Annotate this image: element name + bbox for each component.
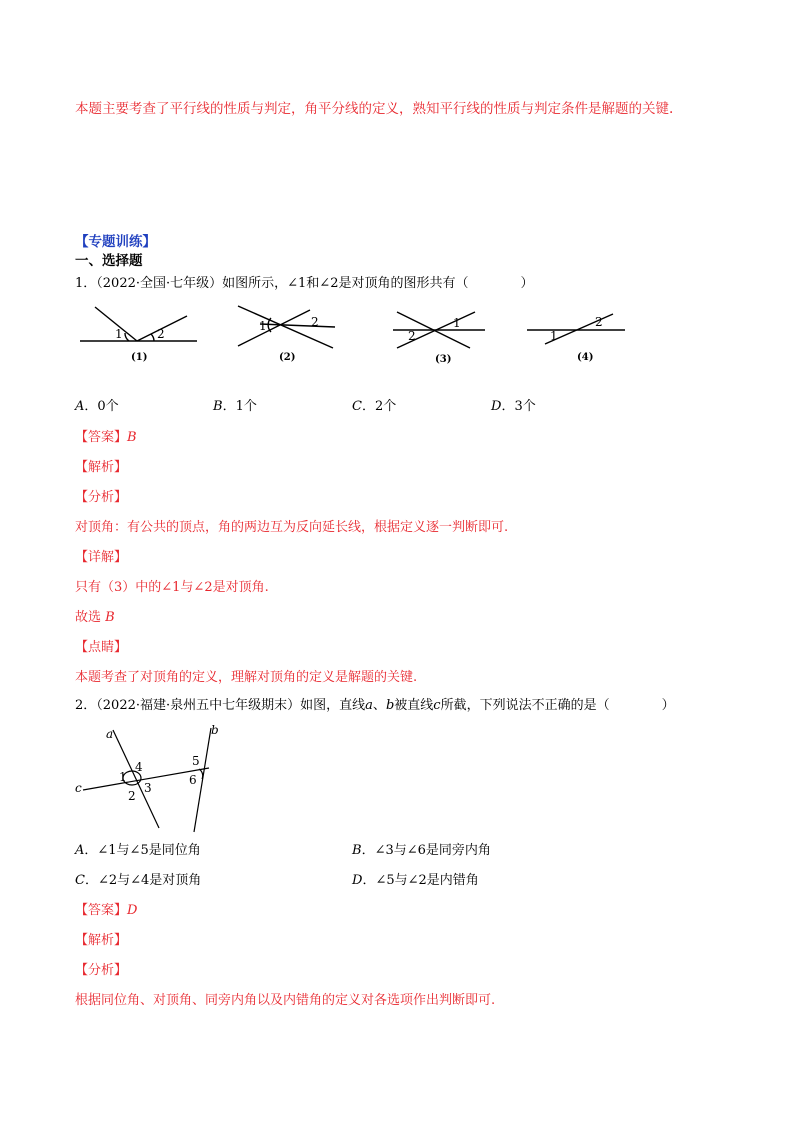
q1-fig2-caption: (2) (279, 352, 296, 363)
subsection-title: 一、选择题 (75, 253, 143, 269)
q1-detail-label: 【详解】 (75, 550, 128, 565)
label-angle-3: 3 (144, 781, 152, 795)
q1-fenxi-text: 对顶角：有公共的顶点，角的两边互为反向延长线，根据定义逐一判断即可. (75, 520, 509, 535)
q1-figure-1 (80, 307, 197, 341)
q2-option-a: A．∠1与∠5是同位角 (75, 843, 201, 858)
q1-number: 1． (75, 276, 97, 291)
q1-figure-2 (238, 306, 335, 348)
q1-fig1-angle1: 1 (115, 327, 123, 341)
q1-conclusion: 故选 B (75, 610, 115, 625)
q1-analysis-label: 【解析】 (75, 460, 128, 475)
q1-stem-text: 如图所示，∠1和∠2是对顶角的图形共有（ ） (222, 276, 534, 291)
q1-fig3-caption: (3) (435, 354, 452, 365)
q1-fig3-angle2: 2 (408, 329, 416, 343)
q2-stem: 2．（2022·福建·泉州五中七年级期末）如图，直线a、b被直线c所截，下列说法不正确的是（ ） (75, 698, 675, 713)
q1-source: （2022·全国·七年级） (96, 276, 223, 291)
label-b: b (211, 723, 219, 737)
q1-figure-3 (393, 312, 485, 348)
angle-arc-b (199, 769, 203, 779)
label-angle-6: 6 (189, 773, 197, 787)
label-a: a (106, 727, 114, 741)
q1-fig4-angle2: 2 (595, 315, 603, 329)
intro-note: 本题主要考查了平行线的性质与判定，角平分线的定义，熟知平行线的性质与判定条件是解题的关键. (75, 101, 674, 117)
q2-fenxi-label: 【分析】 (75, 963, 128, 978)
q1-fig2-angle1: 1 (259, 319, 267, 333)
q2-option-b: B．∠3与∠6是同旁内角 (352, 843, 491, 858)
q1-option-d: D．3个 (491, 399, 536, 414)
q1-fig2-angle2: 2 (311, 315, 319, 329)
q2-option-d: D．∠5与∠2是内错角 (352, 873, 479, 888)
label-angle-1: 1 (119, 770, 127, 784)
q1-option-a: A．0个 (75, 399, 119, 414)
q1-fig3-angle1: 1 (453, 316, 461, 330)
q1-fig4-caption: (4) (577, 352, 594, 363)
q1-fenxi-label: 【分析】 (75, 490, 128, 505)
q1-stem (75, 275, 533, 293)
label-angle-4: 4 (135, 760, 143, 774)
q2-figure (75, 722, 235, 834)
q1-fig1-caption: (1) (131, 352, 148, 363)
q1-figures (75, 302, 635, 374)
q1-fig1-angle2: 2 (157, 327, 165, 341)
label-angle-5: 5 (192, 754, 200, 768)
q1-answer: 【答案】B (75, 430, 137, 445)
q1-option-c: C．2个 (352, 399, 397, 414)
q1-figure-4 (527, 314, 625, 344)
label-angle-2: 2 (128, 789, 136, 803)
q2-option-c: C．∠2与∠4是对顶角 (75, 873, 202, 888)
q1-fig4-angle1: 1 (550, 329, 558, 343)
q1-remark-text: 本题考查了对顶角的定义，理解对顶角的定义是解题的关键. (75, 670, 418, 685)
q1-option-b: B．1个 (213, 399, 257, 414)
q2-analysis-label: 【解析】 (75, 933, 128, 948)
section-header: 【专题训练】 (75, 234, 156, 250)
q1-detail-text: 只有（3）中的∠1与∠2是对顶角. (75, 580, 269, 595)
label-c: c (75, 781, 82, 795)
q1-remark-label: 【点睛】 (75, 640, 128, 655)
q2-fenxi-text: 根据同位角、对顶角、同旁内角以及内错角的定义对各选项作出判断即可. (75, 993, 496, 1008)
q2-answer: 【答案】D (75, 903, 138, 918)
